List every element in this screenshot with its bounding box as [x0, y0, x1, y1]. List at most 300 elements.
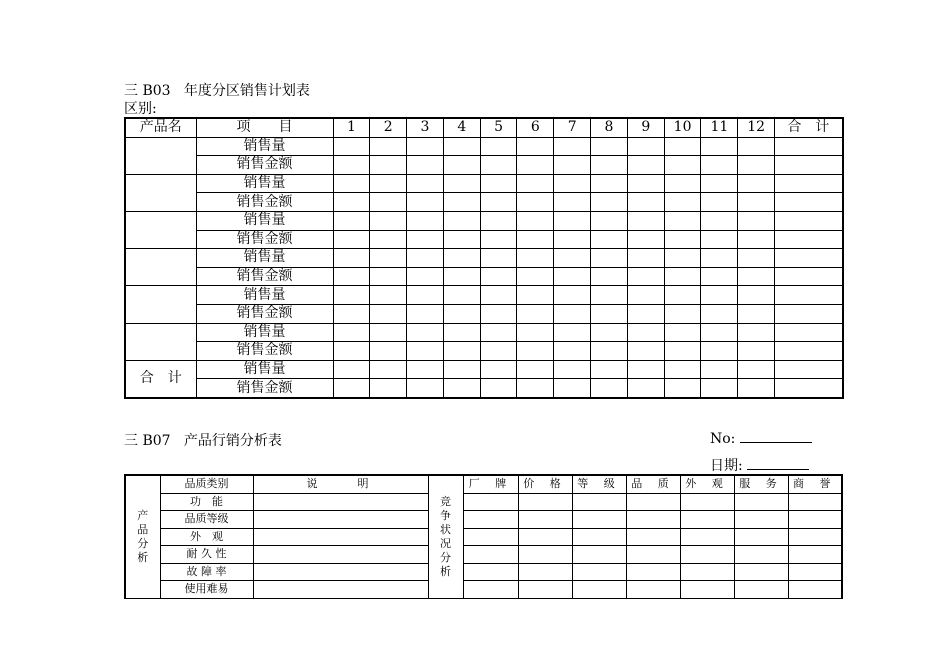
item-label: 销售量: [196, 360, 333, 379]
value-cell[interactable]: [370, 360, 407, 379]
competitor-cell[interactable]: [680, 528, 734, 546]
value-cell[interactable]: [407, 174, 444, 193]
competitor-column-header: 等 级: [572, 475, 626, 493]
value-cell[interactable]: [554, 304, 591, 323]
competition-analysis-label: 竞 争 状 况 分 析: [428, 475, 463, 598]
value-cell[interactable]: [517, 323, 554, 342]
value-cell[interactable]: [407, 156, 444, 175]
competitor-cell[interactable]: [788, 528, 842, 546]
value-cell[interactable]: [517, 342, 554, 361]
value-cell[interactable]: [738, 230, 775, 249]
column-header: 6: [517, 118, 554, 137]
value-cell[interactable]: [627, 137, 664, 156]
value-cell[interactable]: [664, 174, 701, 193]
value-cell[interactable]: [701, 249, 738, 268]
value-cell[interactable]: [443, 267, 480, 286]
table-row: [125, 174, 843, 193]
no-field: [710, 430, 812, 447]
competitor-cell[interactable]: [680, 546, 734, 564]
value-cell[interactable]: [664, 304, 701, 323]
table-row: [125, 475, 842, 493]
value-cell[interactable]: [664, 249, 701, 268]
value-cell[interactable]: [480, 323, 517, 342]
competitor-column-header: 厂 牌: [463, 475, 518, 493]
value-cell[interactable]: [517, 230, 554, 249]
value-cell[interactable]: [591, 286, 628, 305]
table-row: [125, 511, 842, 529]
product-name-cell[interactable]: [125, 323, 196, 360]
value-cell[interactable]: [627, 211, 664, 230]
competitor-cell[interactable]: [518, 528, 572, 546]
value-cell[interactable]: [738, 193, 775, 212]
value-cell[interactable]: [738, 211, 775, 230]
value-cell[interactable]: [480, 286, 517, 305]
column-header: 合 计: [775, 118, 843, 137]
value-cell[interactable]: [333, 137, 370, 156]
value-cell[interactable]: [591, 342, 628, 361]
column-header: 9: [627, 118, 664, 137]
value-cell[interactable]: [554, 323, 591, 342]
competitor-cell[interactable]: [626, 528, 680, 546]
value-cell[interactable]: [591, 174, 628, 193]
value-cell[interactable]: [443, 304, 480, 323]
value-cell[interactable]: [443, 174, 480, 193]
competitor-cell[interactable]: [518, 493, 572, 511]
competitor-cell[interactable]: [788, 563, 842, 581]
column-header: 1: [333, 118, 370, 137]
table-row: [125, 528, 842, 546]
value-cell[interactable]: [701, 323, 738, 342]
value-cell[interactable]: [591, 193, 628, 212]
value-cell[interactable]: [333, 267, 370, 286]
table2-title: 三 B07 产品行销分析表: [124, 433, 282, 449]
value-cell[interactable]: [701, 267, 738, 286]
value-cell[interactable]: [370, 193, 407, 212]
value-cell[interactable]: [517, 249, 554, 268]
competitor-cell[interactable]: [463, 546, 518, 564]
competitor-cell[interactable]: [788, 546, 842, 564]
value-cell[interactable]: [591, 323, 628, 342]
value-cell[interactable]: [775, 137, 843, 156]
column-header: 11: [701, 118, 738, 137]
value-cell[interactable]: [480, 360, 517, 379]
value-cell[interactable]: [333, 211, 370, 230]
competitor-cell[interactable]: [626, 563, 680, 581]
value-cell[interactable]: [407, 342, 444, 361]
competitor-column-header: 价 格: [518, 475, 572, 493]
value-cell[interactable]: [701, 137, 738, 156]
value-cell[interactable]: [407, 304, 444, 323]
competitor-cell[interactable]: [788, 493, 842, 511]
value-cell[interactable]: [664, 379, 701, 398]
value-cell[interactable]: [591, 267, 628, 286]
value-cell[interactable]: [775, 342, 843, 361]
value-cell[interactable]: [370, 304, 407, 323]
table-row: [125, 563, 842, 581]
description-cell[interactable]: [253, 493, 428, 511]
date-input-line[interactable]: [747, 457, 809, 470]
competitor-cell[interactable]: [734, 563, 788, 581]
value-cell[interactable]: [480, 211, 517, 230]
value-cell[interactable]: [370, 267, 407, 286]
no-input-line[interactable]: [740, 430, 812, 443]
value-cell[interactable]: [701, 360, 738, 379]
value-cell[interactable]: [407, 230, 444, 249]
column-header: 5: [480, 118, 517, 137]
value-cell[interactable]: [775, 249, 843, 268]
value-cell[interactable]: [554, 137, 591, 156]
value-cell[interactable]: [701, 156, 738, 175]
value-cell[interactable]: [701, 304, 738, 323]
no-label: No:: [710, 431, 736, 447]
value-cell[interactable]: [370, 286, 407, 305]
value-cell[interactable]: [333, 174, 370, 193]
value-cell[interactable]: [517, 156, 554, 175]
value-cell[interactable]: [591, 249, 628, 268]
competitor-cell[interactable]: [463, 581, 518, 599]
competitor-cell[interactable]: [734, 511, 788, 529]
value-cell[interactable]: [664, 193, 701, 212]
competitor-cell[interactable]: [572, 581, 626, 599]
competitor-cell[interactable]: [572, 511, 626, 529]
value-cell[interactable]: [554, 286, 591, 305]
competitor-cell[interactable]: [680, 563, 734, 581]
value-cell[interactable]: [738, 249, 775, 268]
value-cell[interactable]: [627, 267, 664, 286]
value-cell[interactable]: [333, 249, 370, 268]
item-label: 销售量: [196, 249, 333, 268]
value-cell[interactable]: [554, 211, 591, 230]
column-header: 3: [407, 118, 444, 137]
description-cell[interactable]: [253, 581, 428, 599]
value-cell[interactable]: [627, 174, 664, 193]
value-cell[interactable]: [480, 267, 517, 286]
value-cell[interactable]: [591, 304, 628, 323]
attribute-label: 使用难易: [160, 581, 253, 599]
header-row: [125, 118, 843, 137]
value-cell[interactable]: [627, 193, 664, 212]
value-cell[interactable]: [443, 230, 480, 249]
value-cell[interactable]: [443, 156, 480, 175]
value-cell[interactable]: [554, 360, 591, 379]
value-cell[interactable]: [443, 193, 480, 212]
product-name-cell[interactable]: [125, 286, 196, 323]
value-cell[interactable]: [407, 360, 444, 379]
competitor-cell[interactable]: [626, 581, 680, 599]
competitor-cell[interactable]: [572, 528, 626, 546]
value-cell[interactable]: [627, 360, 664, 379]
competitor-cell[interactable]: [734, 528, 788, 546]
value-cell[interactable]: [775, 379, 843, 398]
value-cell[interactable]: [480, 379, 517, 398]
value-cell[interactable]: [480, 249, 517, 268]
value-cell[interactable]: [664, 211, 701, 230]
competitor-cell[interactable]: [572, 563, 626, 581]
value-cell[interactable]: [591, 156, 628, 175]
value-cell[interactable]: [443, 211, 480, 230]
item-label: 销售金额: [196, 342, 333, 361]
value-cell[interactable]: [554, 249, 591, 268]
product-name-cell[interactable]: [125, 174, 196, 211]
column-header: 8: [591, 118, 628, 137]
value-cell[interactable]: [370, 137, 407, 156]
value-cell[interactable]: [517, 267, 554, 286]
value-cell[interactable]: [775, 193, 843, 212]
value-cell[interactable]: [517, 379, 554, 398]
value-cell[interactable]: [370, 323, 407, 342]
value-cell[interactable]: [443, 286, 480, 305]
value-cell[interactable]: [627, 230, 664, 249]
value-cell[interactable]: [443, 342, 480, 361]
table-row: [125, 230, 843, 249]
value-cell[interactable]: [775, 360, 843, 379]
attribute-label: 功 能: [160, 493, 253, 511]
item-label: 销售量: [196, 211, 333, 230]
value-cell[interactable]: [407, 267, 444, 286]
value-cell[interactable]: [370, 211, 407, 230]
value-cell[interactable]: [333, 304, 370, 323]
value-cell[interactable]: [738, 360, 775, 379]
competitor-cell[interactable]: [518, 563, 572, 581]
value-cell[interactable]: [407, 286, 444, 305]
value-cell[interactable]: [370, 342, 407, 361]
competitor-cell[interactable]: [463, 493, 518, 511]
value-cell[interactable]: [738, 342, 775, 361]
description-cell[interactable]: [253, 546, 428, 564]
value-cell[interactable]: [480, 304, 517, 323]
value-cell[interactable]: [775, 230, 843, 249]
value-cell[interactable]: [407, 193, 444, 212]
value-cell[interactable]: [664, 156, 701, 175]
value-cell[interactable]: [591, 211, 628, 230]
value-cell[interactable]: [333, 379, 370, 398]
value-cell[interactable]: [554, 174, 591, 193]
value-cell[interactable]: [627, 249, 664, 268]
value-cell[interactable]: [738, 379, 775, 398]
value-cell[interactable]: [370, 230, 407, 249]
value-cell[interactable]: [443, 323, 480, 342]
product-name-cell[interactable]: [125, 249, 196, 286]
value-cell[interactable]: [407, 211, 444, 230]
table-row: [125, 581, 842, 599]
value-cell[interactable]: [664, 286, 701, 305]
value-cell[interactable]: [517, 304, 554, 323]
value-cell[interactable]: [554, 156, 591, 175]
column-header: 2: [370, 118, 407, 137]
value-cell[interactable]: [370, 249, 407, 268]
competitor-cell[interactable]: [734, 581, 788, 599]
value-cell[interactable]: [517, 137, 554, 156]
table-row: [125, 304, 843, 323]
value-cell[interactable]: [554, 193, 591, 212]
attribute-label: 故 障 率: [160, 563, 253, 581]
value-cell[interactable]: [627, 156, 664, 175]
value-cell[interactable]: [333, 193, 370, 212]
value-cell[interactable]: [370, 379, 407, 398]
value-cell[interactable]: [480, 342, 517, 361]
value-cell[interactable]: [370, 156, 407, 175]
table-row: [125, 546, 842, 564]
value-cell[interactable]: [775, 211, 843, 230]
competitor-cell[interactable]: [518, 511, 572, 529]
competitor-cell[interactable]: [463, 528, 518, 546]
value-cell[interactable]: [701, 230, 738, 249]
value-cell[interactable]: [775, 156, 843, 175]
region-label: 区别:: [124, 101, 157, 117]
value-cell[interactable]: [407, 249, 444, 268]
table1-title: 三 B03 年度分区销售计划表: [124, 83, 310, 99]
value-cell[interactable]: [407, 323, 444, 342]
marketing-analysis-table: [124, 474, 843, 599]
competitor-cell[interactable]: [734, 493, 788, 511]
value-cell[interactable]: [517, 193, 554, 212]
value-cell[interactable]: [333, 323, 370, 342]
description-cell[interactable]: [253, 511, 428, 529]
item-label: 销售量: [196, 323, 333, 342]
value-cell[interactable]: [664, 360, 701, 379]
competitor-cell[interactable]: [680, 511, 734, 529]
table-row: [125, 267, 843, 286]
value-cell[interactable]: [591, 137, 628, 156]
table-row: [125, 286, 843, 305]
value-cell[interactable]: [480, 193, 517, 212]
attribute-label: 耐 久 性: [160, 546, 253, 564]
value-cell[interactable]: [664, 342, 701, 361]
value-cell[interactable]: [738, 137, 775, 156]
value-cell[interactable]: [701, 174, 738, 193]
value-cell[interactable]: [775, 267, 843, 286]
competitor-cell[interactable]: [572, 546, 626, 564]
value-cell[interactable]: [480, 230, 517, 249]
value-cell[interactable]: [591, 379, 628, 398]
value-cell[interactable]: [517, 211, 554, 230]
competitor-cell[interactable]: [734, 546, 788, 564]
date-label: 日期:: [710, 458, 743, 474]
value-cell[interactable]: [480, 174, 517, 193]
value-cell[interactable]: [738, 174, 775, 193]
competitor-cell[interactable]: [626, 511, 680, 529]
value-cell[interactable]: [664, 230, 701, 249]
table-row: [125, 323, 843, 342]
attribute-label: 品质等级: [160, 511, 253, 529]
quality-category-header: 品质类别: [160, 475, 253, 493]
value-cell[interactable]: [333, 342, 370, 361]
value-cell[interactable]: [480, 137, 517, 156]
competitor-column-header: 外 观: [680, 475, 734, 493]
item-label: 销售量: [196, 174, 333, 193]
value-cell[interactable]: [738, 156, 775, 175]
value-cell[interactable]: [591, 360, 628, 379]
table-row: [125, 137, 843, 156]
value-cell[interactable]: [627, 379, 664, 398]
competitor-cell[interactable]: [463, 511, 518, 529]
value-cell[interactable]: [701, 286, 738, 305]
value-cell[interactable]: [701, 193, 738, 212]
value-cell[interactable]: [664, 137, 701, 156]
competitor-cell[interactable]: [680, 581, 734, 599]
value-cell[interactable]: [517, 360, 554, 379]
date-field: [710, 455, 809, 475]
competitor-cell[interactable]: [572, 493, 626, 511]
value-cell[interactable]: [333, 230, 370, 249]
description-cell[interactable]: [253, 563, 428, 581]
product-name-cell[interactable]: [125, 137, 196, 174]
value-cell[interactable]: [738, 267, 775, 286]
description-header: 说 明: [253, 475, 428, 493]
column-header: 项 目: [196, 118, 333, 137]
value-cell[interactable]: [517, 286, 554, 305]
competitor-cell[interactable]: [788, 581, 842, 599]
competitor-cell[interactable]: [626, 493, 680, 511]
competitor-column-header: 商 誉: [788, 475, 842, 493]
competitor-column-header: 品 质: [626, 475, 680, 493]
table-row: [125, 211, 843, 230]
value-cell[interactable]: [554, 342, 591, 361]
value-cell[interactable]: [443, 249, 480, 268]
value-cell[interactable]: [664, 323, 701, 342]
value-cell[interactable]: [443, 137, 480, 156]
value-cell[interactable]: [443, 379, 480, 398]
value-cell[interactable]: [775, 323, 843, 342]
competitor-cell[interactable]: [518, 546, 572, 564]
value-cell[interactable]: [775, 174, 843, 193]
value-cell[interactable]: [701, 342, 738, 361]
value-cell[interactable]: [591, 230, 628, 249]
value-cell[interactable]: [554, 379, 591, 398]
value-cell[interactable]: [627, 304, 664, 323]
product-name-cell[interactable]: [125, 211, 196, 248]
value-cell[interactable]: [333, 360, 370, 379]
value-cell[interactable]: [333, 286, 370, 305]
value-cell[interactable]: [738, 323, 775, 342]
competitor-cell[interactable]: [680, 493, 734, 511]
value-cell[interactable]: [627, 323, 664, 342]
column-header: 12: [738, 118, 775, 137]
value-cell[interactable]: [738, 286, 775, 305]
table-row: [125, 493, 842, 511]
value-cell[interactable]: [554, 267, 591, 286]
value-cell[interactable]: [775, 304, 843, 323]
item-label: 销售金额: [196, 193, 333, 212]
value-cell[interactable]: [701, 211, 738, 230]
value-cell[interactable]: [517, 174, 554, 193]
competitor-cell[interactable]: [626, 546, 680, 564]
value-cell[interactable]: [738, 304, 775, 323]
competitor-cell[interactable]: [463, 563, 518, 581]
value-cell[interactable]: [333, 156, 370, 175]
value-cell[interactable]: [701, 379, 738, 398]
column-header: 7: [554, 118, 591, 137]
value-cell[interactable]: [775, 286, 843, 305]
competitor-cell[interactable]: [788, 511, 842, 529]
table-row: [125, 342, 843, 361]
value-cell[interactable]: [407, 137, 444, 156]
table-row: [125, 360, 843, 379]
value-cell[interactable]: [627, 342, 664, 361]
value-cell[interactable]: [407, 379, 444, 398]
column-header: 4: [443, 118, 480, 137]
value-cell[interactable]: [370, 174, 407, 193]
value-cell[interactable]: [664, 267, 701, 286]
table-row: [125, 193, 843, 212]
competitor-cell[interactable]: [518, 581, 572, 599]
value-cell[interactable]: [554, 230, 591, 249]
value-cell[interactable]: [627, 286, 664, 305]
description-cell[interactable]: [253, 528, 428, 546]
sales-plan-table: [124, 117, 844, 399]
value-cell[interactable]: [480, 156, 517, 175]
value-cell[interactable]: [443, 360, 480, 379]
